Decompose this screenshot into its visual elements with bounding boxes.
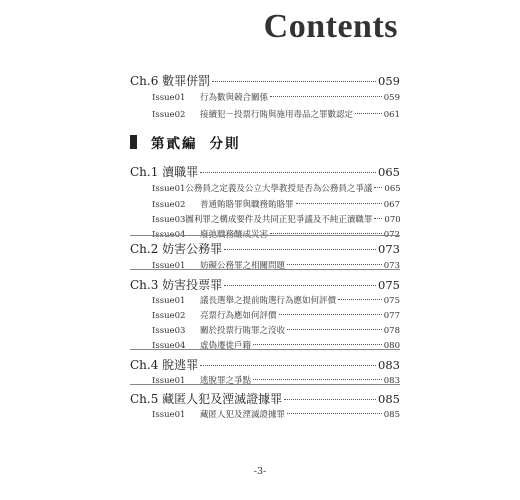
- toc-issue-entry[interactable]: [130, 408, 400, 420]
- section-divider: [130, 384, 400, 385]
- issue-title: 接續犯－投票行賄與施用毒品之罪數認定: [200, 110, 354, 120]
- issue-label: Issue02: [152, 311, 186, 321]
- issue-label: Issue01: [152, 376, 186, 386]
- toc-issue-entry[interactable]: [130, 198, 400, 210]
- issue-title: 關於投票行賄罪之沒收: [200, 326, 286, 336]
- toc-issue-entry[interactable]: [130, 182, 400, 194]
- page-number: 080: [383, 341, 400, 351]
- issue-label: Issue04: [152, 230, 186, 240]
- dot-leader: [374, 218, 382, 219]
- section-divider: [130, 235, 400, 236]
- toc-chapter-entry[interactable]: [130, 240, 400, 257]
- issue-title: 逃脫罪之爭點: [200, 376, 252, 386]
- dot-leader: [270, 233, 382, 234]
- page-number: 085: [383, 410, 400, 420]
- issue-title: 圖利罪之構成要件及共同正犯爭議及不純正瀆職罪: [185, 215, 373, 225]
- page-number: 059: [383, 93, 400, 103]
- dot-leader: [212, 81, 376, 82]
- dot-leader: [224, 285, 376, 286]
- issue-title: 廢弛職務釀成災害: [200, 230, 269, 240]
- dot-leader: [200, 172, 376, 173]
- part-subtitle: 分則: [209, 136, 241, 152]
- page-number: 061: [383, 110, 400, 120]
- page-number: 075: [383, 296, 400, 306]
- dot-leader: [284, 399, 376, 400]
- chapter-title: Ch.3 妨害投票罪: [130, 278, 223, 292]
- dot-leader: [253, 379, 382, 380]
- dot-leader: [224, 249, 376, 250]
- chapter-title: Ch.4 脫逃罪: [130, 358, 199, 372]
- issue-label: Issue02: [152, 200, 186, 210]
- toc-issue-entry[interactable]: [130, 324, 400, 336]
- page-number: 077: [383, 311, 400, 321]
- page-number: 083: [378, 358, 400, 372]
- dot-leader: [287, 264, 382, 265]
- chapter-title: Ch.2 妨害公務罪: [130, 242, 223, 256]
- page-number: 059: [378, 74, 400, 88]
- issue-label: Issue01: [152, 296, 186, 306]
- issue-title: 公務員之定義及公立大學教授是否為公務員之爭議: [185, 184, 373, 194]
- chapter-title: Ch.1 瀆職罪: [130, 165, 199, 179]
- toc-issue-entry[interactable]: [130, 213, 400, 225]
- part-name: 第貳編: [151, 136, 198, 152]
- toc-issue-entry[interactable]: [130, 309, 400, 321]
- toc-issue-entry[interactable]: [130, 91, 400, 103]
- dot-leader: [355, 113, 382, 114]
- page-footer-number: -3-: [253, 466, 267, 477]
- toc-chapter-entry[interactable]: [130, 163, 400, 180]
- issue-label: Issue01: [152, 93, 186, 103]
- page-number: 067: [383, 200, 400, 210]
- issue-label: Issue04: [152, 341, 186, 351]
- dot-leader: [279, 314, 382, 315]
- toc-chapter-entry[interactable]: [130, 72, 400, 89]
- toc-chapter-entry[interactable]: [130, 390, 400, 407]
- page-number: 075: [378, 278, 400, 292]
- issue-label: Issue03: [152, 326, 186, 336]
- page-number: 078: [383, 326, 400, 336]
- dot-leader: [287, 413, 382, 414]
- page-number: 072: [383, 230, 400, 240]
- dot-leader: [287, 329, 382, 330]
- part-heading: [130, 132, 241, 152]
- section-divider: [130, 349, 400, 350]
- dot-leader: [374, 187, 382, 188]
- page-number: 065: [378, 165, 400, 179]
- dot-leader: [296, 203, 382, 204]
- issue-label: Issue01: [152, 410, 186, 420]
- toc-chapter-entry[interactable]: [130, 356, 400, 373]
- page-number: 085: [378, 392, 400, 406]
- page-number: 065: [384, 184, 401, 194]
- dot-leader: [270, 96, 382, 97]
- issue-title: 藏匿人犯及湮滅證據罪: [200, 410, 286, 420]
- issue-label: Issue03: [152, 215, 186, 225]
- toc-chapter-entry[interactable]: [130, 276, 400, 293]
- toc-issue-entry[interactable]: [130, 228, 400, 240]
- issue-title: 虛偽遷徙戶籍: [200, 341, 252, 351]
- page-number: 073: [383, 261, 400, 271]
- page-number: 083: [383, 376, 400, 386]
- part-marker-icon: [130, 135, 137, 149]
- section-divider: [130, 269, 400, 270]
- chapter-title: Ch.6 數罪併罰: [130, 74, 211, 88]
- issue-title: 行為數與競合關係: [200, 93, 269, 103]
- toc-issue-entry[interactable]: [130, 294, 400, 306]
- page-number: 073: [378, 242, 400, 256]
- toc-issue-entry[interactable]: [130, 108, 400, 120]
- page-title: Contents: [263, 8, 398, 45]
- issue-title: 議長選舉之提前賄選行為應如何評價: [200, 296, 337, 306]
- issue-title: 普通賄賂罪與職務賄賂罪: [200, 200, 294, 210]
- issue-label: Issue01: [152, 184, 186, 194]
- dot-leader: [200, 365, 376, 366]
- issue-label: Issue01: [152, 261, 186, 271]
- issue-title: 亮票行為應如何評價: [200, 311, 277, 321]
- issue-label: Issue02: [152, 110, 186, 120]
- dot-leader: [253, 344, 382, 345]
- chapter-title: Ch.5 藏匿人犯及湮滅證據罪: [130, 392, 283, 406]
- dot-leader: [338, 299, 382, 300]
- page-number: 070: [384, 215, 401, 225]
- issue-title: 妨礙公務罪之相關問題: [200, 261, 286, 271]
